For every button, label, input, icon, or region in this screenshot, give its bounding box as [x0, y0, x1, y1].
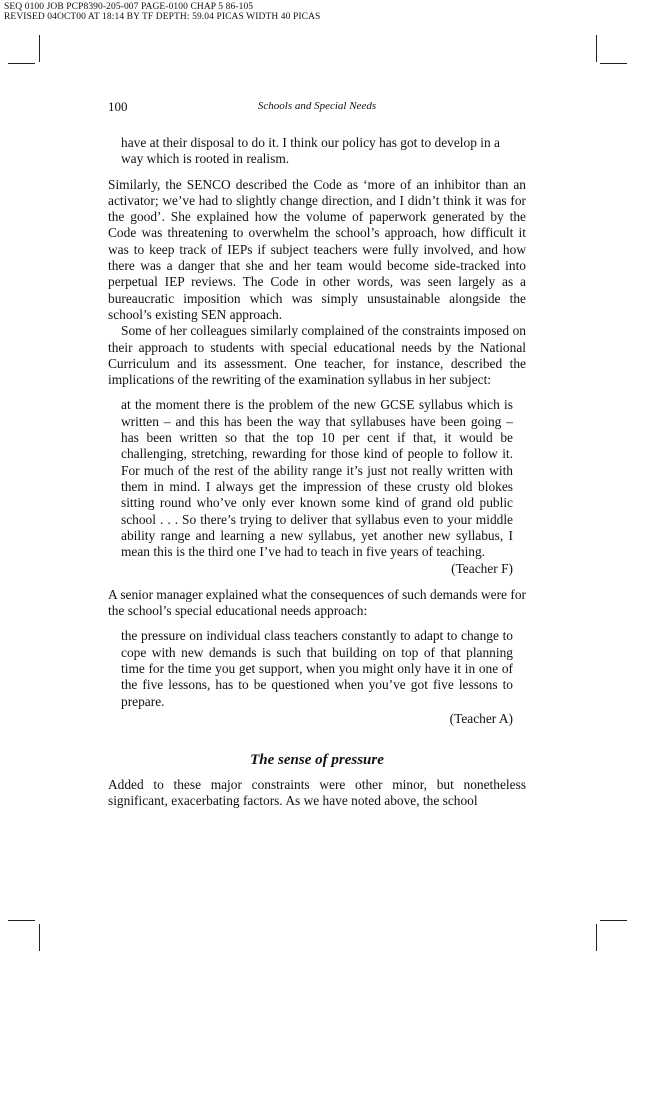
crop-mark-top-right-v	[596, 35, 597, 62]
paragraph: Similarly, the SENCO described the Code as ‘more of an inhibitor than an activator; we’ve had to slightly change direction, and I didn’t think it was for the good’. She explained how the volume of paperwork generated by the Code was threatening to overwhelm the school’s approach, how difficult it was to keep track of IEPs if subject teachers were fully involved, and how there was a danger that she and her team would become side-tracked into perpetual IEP reviews. The Code in other words, was seen largely as a bureaucratic imposition which was simply unsustainable alongside the school’s existing SEN approach.	[108, 176, 526, 322]
paragraph: Added to these major constraints were other minor, but nonetheless significant, exacerbating factors. As we have noted above, the school	[108, 777, 526, 809]
running-head: Schools and Special Needs	[257, 100, 377, 112]
quote-text: at the moment there is the problem of the new GCSE syllabus which is written – and this has been the way that syllabuses have been going – has been written so that the top 10 per cent if that, it would be challenging, stretching, rewarding for those kind of people to follow it. For much of the rest of the ability range it’s just not really written with them in mind. I always get the impression of these crusty old blokes sitting round who’ve only ever known some kind of grand old public school . . . So there’s trying to deliver that syllabus even to your middle ability range and learning a new syllabus, yet another new syllabus, I mean this is the third one I’ve had to teach in five years of teaching.	[121, 397, 513, 560]
quote-text: the pressure on individual class teachers constantly to adapt to change to cope with new demands is such that building on top of that planning time for the time you get support, when you might only have it in one of the five lessons, has to be questioned when you’ve got five lessons to prepare.	[121, 628, 513, 709]
quote-attribution: (Teacher F)	[451, 561, 513, 577]
crop-mark-bottom-left-h	[8, 920, 35, 921]
page-body	[108, 135, 526, 810]
slug-line-1: SEQ 0100 JOB PCP8390-205-007 PAGE-0100 CHAP 5 86-105	[4, 2, 254, 12]
crop-mark-bottom-right-v	[596, 924, 597, 951]
crop-mark-bottom-right-h	[600, 920, 627, 921]
paragraph: A senior manager explained what the consequences of such demands were for the school’s special educational needs approach:	[108, 586, 526, 619]
paragraph: Some of her colleagues similarly complained of the constraints imposed on their approach to students with special educational needs by the National Curriculum and its assessment. One teacher, for instance, described the implications of the rewriting of the examination syllabus in her subject:	[108, 323, 526, 388]
section-heading: The sense of pressure	[250, 752, 384, 769]
crop-mark-bottom-left-v	[39, 924, 40, 951]
block-quote-continued	[121, 135, 513, 168]
slug-line-2: REVISED 04OCT00 AT 18:14 BY TF DEPTH: 59.04 PICAS WIDTH 40 PICAS	[4, 12, 321, 22]
page-number: 100	[108, 99, 128, 114]
quote-text: have at their disposal to do it. I think our policy has got to develop in a way which is rooted in realism.	[121, 135, 500, 167]
quote-attribution: (Teacher A)	[449, 710, 513, 726]
crop-mark-top-left-h	[8, 63, 35, 64]
crop-mark-top-right-h	[600, 63, 627, 64]
block-quote	[121, 397, 513, 577]
crop-mark-top-left-v	[39, 35, 40, 62]
block-quote	[121, 628, 513, 727]
